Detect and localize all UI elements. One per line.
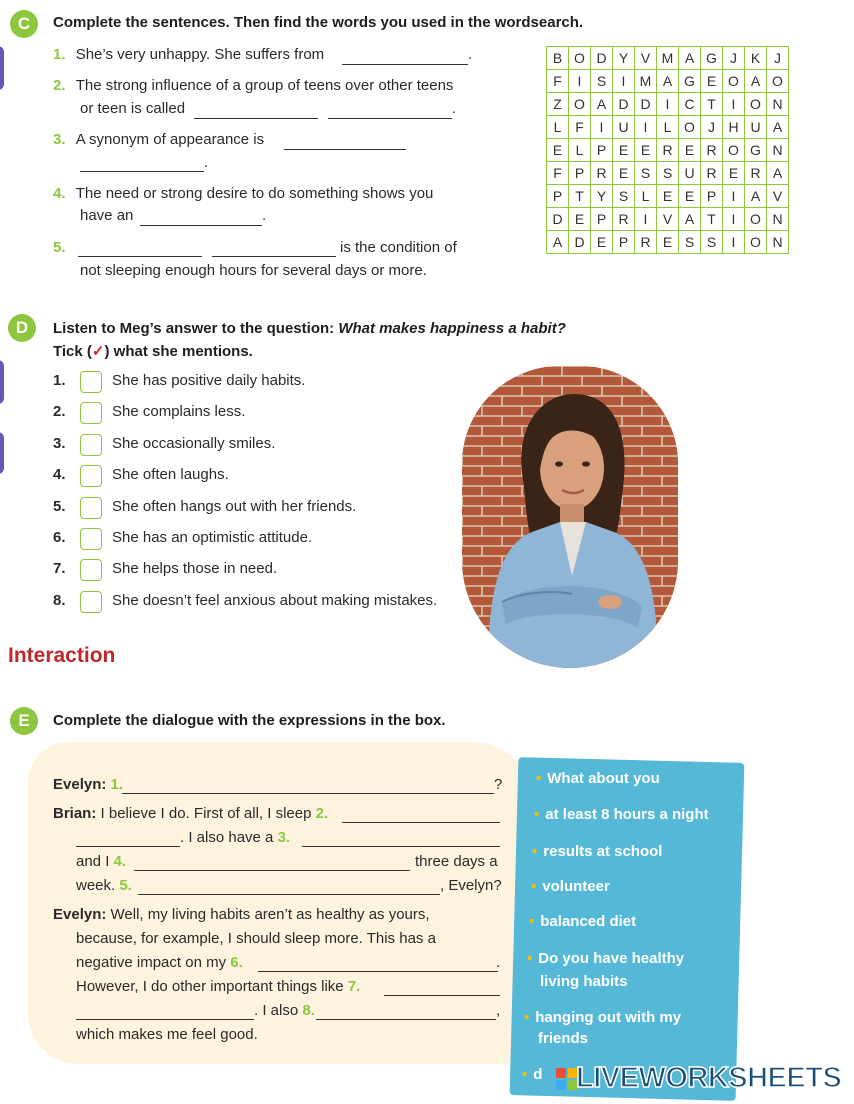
expression-text: hanging out with my [535,1009,682,1026]
wordsearch-cell[interactable]: A [679,47,701,70]
dialogue-line [76,978,360,995]
d-item-text: She complains less. [112,403,246,421]
dialogue-text: and I [76,853,110,870]
wordsearch-cell[interactable]: J [723,47,745,70]
wordsearch-cell[interactable]: S [613,185,635,208]
wordsearch-cell[interactable]: U [679,162,701,185]
tick-checkbox[interactable] [80,402,102,424]
d-item-number: 5. [53,497,66,515]
wordsearch-cell[interactable]: A [745,185,767,208]
wordsearch-cell[interactable]: G [745,139,767,162]
dialogue-text: three days a [415,853,498,870]
c-item-5 [53,239,66,256]
wordsearch-cell[interactable]: D [613,93,635,116]
c2-answer-blank-2[interactable] [328,118,452,119]
wordsearch-cell[interactable]: L [635,185,657,208]
c5-answer-blank-2[interactable] [212,256,336,257]
tick-checkbox[interactable] [80,371,102,393]
wordsearch-cell[interactable]: D [569,231,591,254]
tick-checkbox[interactable] [80,434,102,456]
wordsearch-row [547,139,789,162]
dialogue-punct: , [496,1002,501,1019]
wordsearch-cell[interactable]: N [767,93,789,116]
wordsearch-cell[interactable]: M [657,47,679,70]
wordsearch-cell[interactable]: O [745,208,767,231]
c-punct: . [262,207,267,224]
e3-answer-blank[interactable] [302,846,500,847]
c-item-text: The need or strong desire to do something shows you [75,185,434,202]
wordsearch-cell[interactable]: E [613,162,635,185]
blank-number: 1. [110,776,124,793]
wordsearch-cell[interactable]: O [569,47,591,70]
expression-item[interactable]: • What about you [536,770,660,787]
dialogue-line [53,776,123,793]
d-item-text: She often hangs out with her friends. [112,497,357,515]
e2-answer-blank-b[interactable] [76,846,180,847]
wordsearch-cell[interactable]: Y [591,185,613,208]
expression-item[interactable]: • volunteer [531,878,610,895]
wordsearch-cell[interactable]: I [635,208,657,231]
section-d-badge: D [8,314,36,342]
wordsearch-cell[interactable]: I [723,208,745,231]
wordsearch-row [547,116,789,139]
wordsearch-cell[interactable]: N [767,139,789,162]
d-item-text: She helps those in need. [112,560,278,578]
wordsearch-cell[interactable]: P [547,185,569,208]
wordsearch-cell[interactable]: O [767,70,789,93]
wordsearch-cell[interactable]: P [591,139,613,162]
tick-checkbox[interactable] [80,559,102,581]
tick-checkbox[interactable] [80,528,102,550]
wordsearch-cell[interactable]: O [723,70,745,93]
wordsearch-cell[interactable]: R [591,162,613,185]
wordsearch-row [547,162,789,185]
d-item-text: She doesn’t feel anxious about making mistakes. [112,591,438,609]
d-item-text: She often laughs. [112,466,229,484]
dialogue-line [53,805,328,822]
e1-answer-blank[interactable] [122,793,494,794]
wordsearch-row [547,70,789,93]
wordsearch-row [547,185,789,208]
wordsearch-row [547,93,789,116]
liveworksheets-icon [556,1068,578,1090]
c-item-number: 2. [53,77,66,94]
instruction-text: ) what she mentions. [104,343,253,360]
wordsearch-cell[interactable]: C [679,93,701,116]
wordsearch-cell[interactable]: I [591,116,613,139]
expression-item[interactable]: • balanced diet [529,913,637,930]
wordsearch-cell[interactable]: E [569,208,591,231]
wordsearch-cell[interactable]: H [723,116,745,139]
wordsearch-cell[interactable]: F [569,116,591,139]
blank-number: 5. [119,877,132,894]
speaker-evelyn: Evelyn: [53,906,107,923]
d-item-number: 2. [53,403,66,421]
expression-item[interactable]: • results at school [532,843,663,860]
dialogue-line [254,1002,315,1019]
section-e-instruction: Complete the dialogue with the expressions in the box. [53,712,446,729]
c-item-number: 5. [53,239,66,256]
c-item-number: 1. [53,46,66,63]
wordsearch-cell[interactable]: S [701,231,723,254]
section-e-badge: E [10,707,38,735]
interaction-title: Interaction [8,644,116,667]
e7-answer-blank-a[interactable] [384,995,500,996]
expression-text: What about you [547,770,660,787]
wordsearch-row [547,47,789,70]
e7-answer-blank-b[interactable] [76,1019,254,1020]
wordsearch-cell[interactable]: F [547,162,569,185]
d-item-number: 7. [53,560,66,578]
c2-answer-blank-1[interactable] [194,118,318,119]
c4-answer-blank[interactable] [140,225,262,226]
wordsearch-grid[interactable] [546,46,789,254]
blank-number: 3. [277,829,291,846]
wordsearch-cell[interactable]: A [591,93,613,116]
wordsearch-cell[interactable]: Z [547,93,569,116]
wordsearch-cell[interactable]: E [613,139,635,162]
e5-answer-blank[interactable] [138,894,440,895]
wordsearch-cell[interactable]: P [591,208,613,231]
wordsearch-cell[interactable]: A [767,162,789,185]
expression-item[interactable]: • Do you have healthy [527,950,685,967]
girl-photo [462,366,678,668]
blank-number: 2. [315,805,329,822]
c-item-text: A synonym of appearance is [75,131,265,148]
speaker-evelyn: Evelyn: [53,776,107,793]
wordsearch-cell[interactable]: E [701,70,723,93]
d-item-number: 4. [53,466,66,484]
wordsearch-cell[interactable]: O [745,93,767,116]
wordsearch-row [547,208,789,231]
c-item-4 [53,185,433,202]
wordsearch-cell[interactable]: I [723,231,745,254]
dialogue-text: Well, my living habits aren’t as healthy as yours, [110,906,430,923]
e2-answer-blank-a[interactable] [342,822,500,823]
d-item-number: 6. [53,529,66,546]
dialogue-text: , Evelyn? [440,877,502,894]
d-item-text: She has positive daily habits. [112,372,306,389]
c-item-text: or teen is called [80,100,186,117]
wordsearch-cell[interactable]: R [613,208,635,231]
tick-icon: ✓ [91,343,105,360]
speaker-brian: Brian: [53,805,97,822]
d-item-text: She has an optimistic attitude. [112,529,313,546]
wordsearch-cell[interactable]: E [657,185,679,208]
wordsearch-cell[interactable]: R [701,162,723,185]
blank-number: 8. [302,1002,315,1019]
expression-item[interactable]: • hanging out with my [524,1009,682,1026]
c-item-text: is the condition of [340,239,457,256]
wordsearch-cell[interactable]: O [745,231,767,254]
c-item-text: She’s very unhappy. She suffers from [75,46,325,63]
dialogue-text: week. [76,877,116,894]
wordsearch-cell[interactable]: R [635,231,657,254]
expression-text: volunteer [542,878,610,895]
wordsearch-cell[interactable]: J [767,47,789,70]
wordsearch-cell[interactable]: F [547,70,569,93]
d-item-text: She occasionally smiles. [112,434,276,452]
c-item-text: The strong influence of a group of teens over other teens [75,77,454,94]
c-item-2 [53,77,453,94]
wordsearch-cell[interactable]: O [679,116,701,139]
c-item-text: not sleeping enough hours for several days or more. [80,262,427,279]
wordsearch-cell[interactable]: N [767,231,789,254]
dialogue-text: . I also have a [180,829,274,846]
expression-text: friends [538,1030,589,1047]
wordsearch-cell[interactable]: I [657,93,679,116]
d-item-number: 1. [53,372,66,389]
tick-checkbox[interactable] [80,497,102,519]
wordsearch-cell[interactable]: I [635,116,657,139]
c1-answer-blank[interactable] [342,64,468,65]
wordsearch-cell[interactable]: D [547,208,569,231]
wordsearch-cell[interactable]: P [701,185,723,208]
wordsearch-row [547,231,789,254]
wordsearch-cell[interactable]: E [635,139,657,162]
c-punct: . [204,154,209,171]
wordsearch-cell[interactable]: S [657,162,679,185]
wordsearch-cell[interactable]: R [701,139,723,162]
wordsearch-cell[interactable]: E [723,162,745,185]
wordsearch-cell[interactable]: I [723,93,745,116]
wordsearch-cell[interactable]: V [767,185,789,208]
dialogue-text: which makes me feel good. [76,1026,258,1043]
e8-answer-blank[interactable] [316,1019,496,1020]
section-d-instruction-line2 [53,342,253,360]
wordsearch-cell[interactable]: S [591,70,613,93]
dialogue-text: because, for example, I should sleep more. This has a [76,930,436,947]
blank-number: 6. [230,954,243,971]
wordsearch-cell[interactable]: I [613,70,635,93]
wordsearch-cell[interactable]: L [569,139,591,162]
wordsearch-cell[interactable]: E [657,231,679,254]
wordsearch-cell[interactable]: V [635,47,657,70]
expression-item[interactable]: • d [522,1066,543,1083]
wordsearch-cell[interactable]: D [635,93,657,116]
dialogue-text: I believe I do. First of all, I sleep [100,805,312,822]
c-item-number: 3. [53,131,66,148]
expression-text: results at school [543,843,663,860]
dialogue-line [180,829,290,846]
wordsearch-cell[interactable]: E [679,139,701,162]
c-item-1 [53,46,324,63]
watermark-text: LIVEWORKSHEETS [576,1062,842,1094]
expression-text: Do you have healthy [538,950,685,967]
section-c-instruction: Complete the sentences. Then find the words you used in the wordsearch. [53,14,584,31]
wordsearch-cell[interactable]: B [547,47,569,70]
wordsearch-cell[interactable]: R [657,139,679,162]
instruction-text: Tick ( [53,343,92,360]
dialogue-line [76,877,132,894]
wordsearch-cell[interactable]: K [745,47,767,70]
girl-photo-illustration [462,366,678,668]
expression-text: at least 8 hours a night [545,806,709,823]
wordsearch-cell[interactable]: P [569,162,591,185]
wordsearch-cell[interactable]: U [745,116,767,139]
wordsearch-cell[interactable]: G [679,70,701,93]
wordsearch-cell[interactable]: M [635,70,657,93]
dialogue-line [76,954,243,971]
wordsearch-cell[interactable]: E [591,231,613,254]
dialogue-line [53,906,430,923]
wordsearch-cell[interactable]: S [679,231,701,254]
wordsearch-cell[interactable]: E [679,185,701,208]
wordsearch-cell[interactable]: N [767,208,789,231]
c-item-text: have an [80,207,134,224]
dialogue-text: . I also [254,1002,299,1019]
c-punct: . [468,46,473,63]
dialogue-punct: ? [494,776,503,793]
wordsearch-cell[interactable]: A [745,70,767,93]
blank-number: 4. [113,853,127,870]
dialogue-text: However, I do other important things like [76,978,344,995]
wordsearch-cell[interactable]: E [547,139,569,162]
expression-text: d [533,1066,543,1083]
wordsearch-cell[interactable]: J [701,116,723,139]
tick-checkbox[interactable] [80,465,102,487]
wordsearch-cell[interactable]: I [723,185,745,208]
wordsearch-cell[interactable]: T [701,93,723,116]
wordsearch-cell[interactable]: V [657,208,679,231]
wordsearch-cell[interactable]: Y [613,47,635,70]
expression-item[interactable]: • at least 8 hours a night [534,806,709,823]
wordsearch-cell[interactable]: G [701,47,723,70]
wordsearch-cell[interactable]: U [613,116,635,139]
wordsearch-cell[interactable]: O [569,93,591,116]
expression-text: living habits [540,973,628,990]
e6-answer-blank[interactable] [258,971,498,972]
tick-checkbox[interactable] [80,591,102,613]
c5-answer-blank-1[interactable] [78,256,202,257]
wordsearch-cell[interactable]: A [547,231,569,254]
section-c-badge: C [10,10,38,38]
instruction-question: What makes happiness a habit? [338,320,566,337]
c-item-number: 4. [53,185,66,202]
wordsearch-cell[interactable]: A [679,208,701,231]
side-tab [0,46,4,90]
dialogue-text: negative impact on my [76,954,227,971]
blank-number: 7. [347,978,361,995]
wordsearch-cell[interactable]: L [657,116,679,139]
wordsearch-cell[interactable]: I [569,70,591,93]
c3-answer-blank-1[interactable] [284,149,406,150]
wordsearch-cell[interactable]: L [547,116,569,139]
section-d-instruction [53,320,566,337]
c-item-3 [53,131,264,148]
d-item-number: 3. [53,434,66,452]
wordsearch-cell[interactable]: P [613,231,635,254]
c-punct: . [452,100,457,117]
wordsearch-cell[interactable]: T [569,185,591,208]
side-tab [0,432,4,474]
wordsearch-cell[interactable]: A [657,70,679,93]
expression-text: balanced diet [540,913,637,930]
side-tab [0,360,4,404]
wordsearch-cell[interactable]: R [745,162,767,185]
dialogue-punct: . [496,954,501,971]
instruction-text: Listen to Meg’s answer to the question: [53,320,339,337]
d-item-number: 8. [53,591,66,609]
e4-answer-blank[interactable] [134,870,410,871]
wordsearch-cell[interactable]: S [635,162,657,185]
wordsearch-cell[interactable]: D [591,47,613,70]
c3-answer-blank-2[interactable] [80,171,204,172]
wordsearch-cell[interactable]: T [701,208,723,231]
wordsearch-cell[interactable]: A [767,116,789,139]
wordsearch-cell[interactable]: O [723,139,745,162]
dialogue-line [76,853,126,870]
